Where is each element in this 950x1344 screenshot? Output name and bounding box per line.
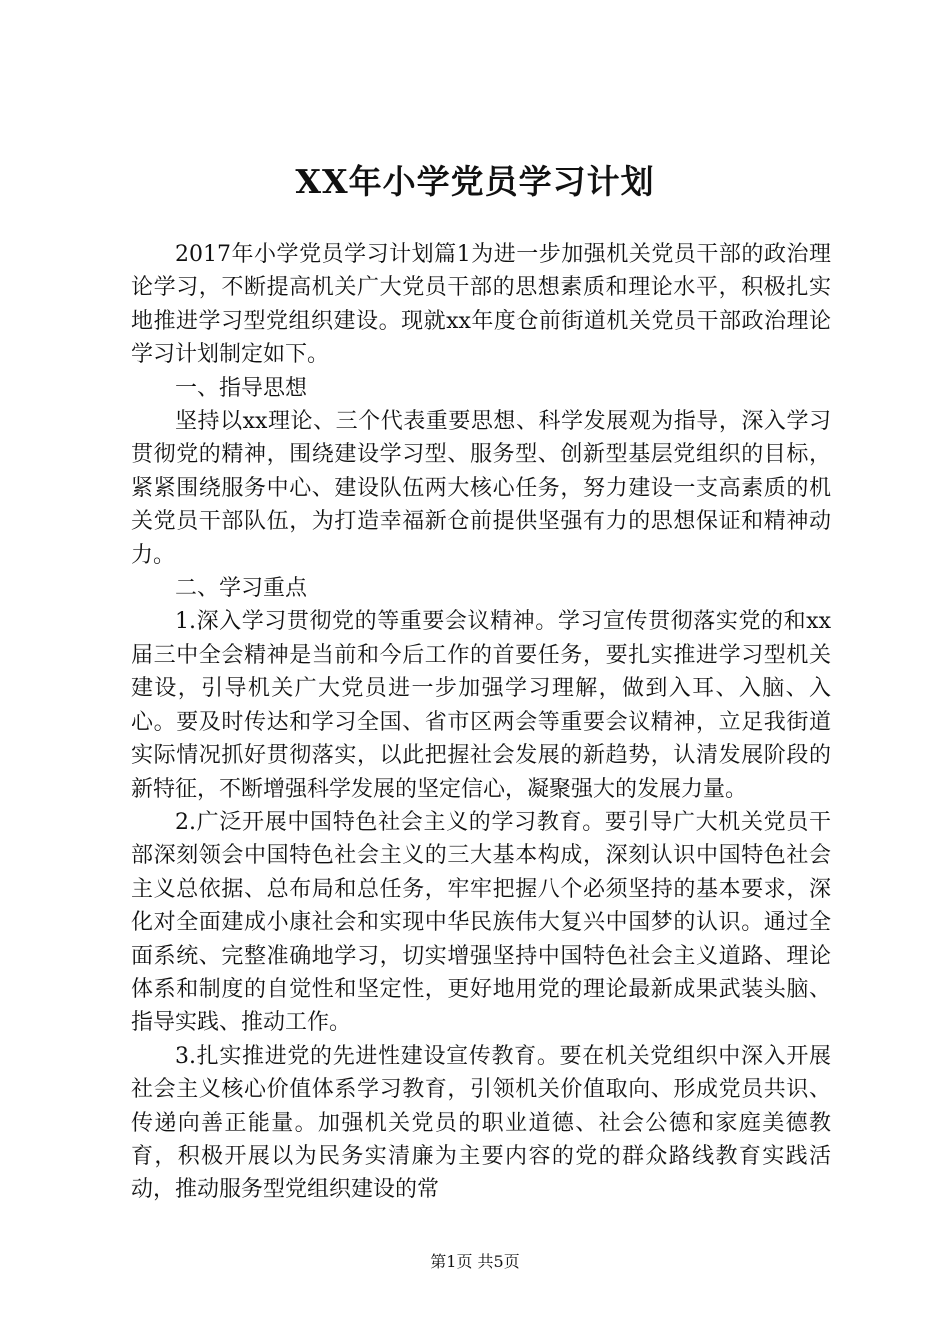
paragraph-focus-item-3: 3.扎实推进党的先进性建设宣传教育。要在机关党组织中深入开展社会主义核心价值体系学习教育，引领机关价值取向、形成党员共识、传递向善正能量。加强机关党员的职业道德、社会公德和家庭美德教育，积极开展以为民务实清廉为主要内容的党的群众路线教育实践活动，推动服务型党组织建设的常 xyxy=(131,1043,831,1203)
document-title: XX年小学党员学习计划 xyxy=(295,162,655,201)
section-heading-guiding-thought: 一、指导思想 xyxy=(175,375,308,401)
paragraph-intro: 2017年小学党员学习计划篇1为进一步加强机关党员干部的政治理论学习，不断提高机关广大党员干部的思想素质和理论水平，积极扎实地推进学习型党组织建设。现就xx年度仓前街道机关党员干部政治理论学习计划制定如下。 xyxy=(131,242,831,368)
paragraph-focus-item-1: 1.深入学习贯彻党的等重要会议精神。学习宣传贯彻落实党的和xx届三中全会精神是当前和今后工作的首要任务，要扎实推进学习型机关建设，引导机关广大党员进一步加强学习理解，做到入耳、入脑、入心。要及时传达和学习全国、省市区两会等重要会议精神，立足我街道实际情况抓好贯彻落实，以此把握社会发展的新趋势，认清发展阶段的新特征，不断增强科学发展的坚定信心，凝聚强大的发展力量。 xyxy=(131,609,831,802)
page-number-footer: 第1页 共5页 xyxy=(430,1252,520,1271)
document-body xyxy=(131,238,831,1207)
section-heading-study-focus: 二、学习重点 xyxy=(175,576,308,602)
paragraph-focus-item-2: 2.广泛开展中国特色社会主义的学习教育。要引导广大机关党员干部深刻领会中国特色社会主义的三大基本构成，深刻认识中国特色社会主义总依据、总布局和总任务，牢牢把握八个必须坚持的基本要求，深化对全面建成小康社会和实现中华民族伟大复兴中国梦的认识。通过全面系统、完整准确地学习，切实增强坚持中国特色社会主义道路、理论体系和制度的自觉性和坚定性，更好地用党的理论最新成果武装头脑、指导实践、推动工作。 xyxy=(131,809,831,1036)
paragraph-guiding-thought: 坚持以xx理论、三个代表重要思想、科学发展观为指导，深入学习贯彻党的精神，围绕建设学习型、服务型、创新型基层党组织的目标，紧紧围绕服务中心、建设队伍两大核心任务，努力建设一支高素质的机关党员干部队伍，为打造幸福新仓前提供坚强有力的思想保证和精神动力。 xyxy=(131,409,831,568)
